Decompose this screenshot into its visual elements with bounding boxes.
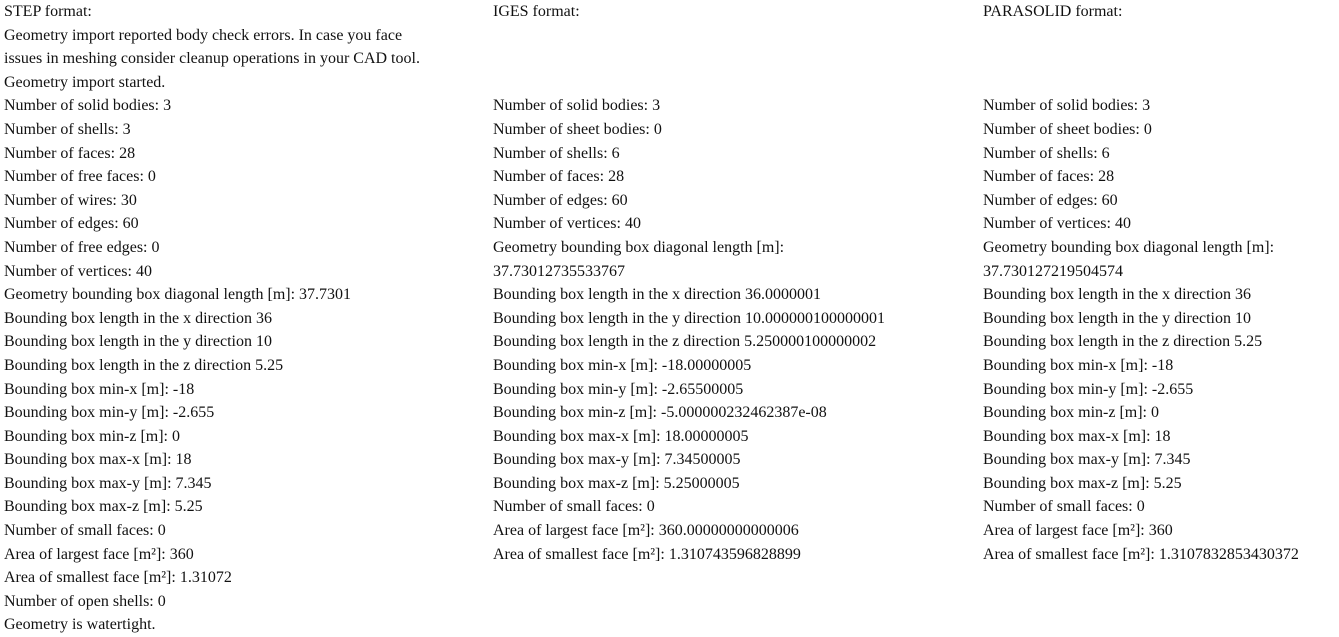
step-report-line: Number of shells: 3 <box>4 120 131 138</box>
iges-report-line: Bounding box max-y [m]: 7.34500005 <box>493 451 741 469</box>
iges-report-line: Number of vertices: 40 <box>493 215 641 233</box>
step-report-line: Geometry is watertight. <box>4 616 156 634</box>
iges-report-line: Geometry bounding box diagonal length [m]: <box>493 238 785 256</box>
step-report-line: Bounding box length in the z direction 5.25 <box>4 356 284 374</box>
step-report-line: Geometry bounding box diagonal length [m]: 37.7301 <box>4 286 352 304</box>
parasolid-report-line: Bounding box max-x [m]: 18 <box>983 427 1171 445</box>
parasolid-report-line: Bounding box min-z [m]: 0 <box>983 404 1159 422</box>
parasolid-report-line: Geometry bounding box diagonal length [m]: <box>983 238 1275 256</box>
iges-report-line: Bounding box length in the y direction 10.000000100000001 <box>493 309 885 327</box>
step-report-line: Area of smallest face [m²]: 1.31072 <box>4 569 232 587</box>
step-format-heading: STEP format: <box>4 3 92 20</box>
parasolid-report-line: Area of smallest face [m²]: 1.3107832853430372 <box>983 545 1299 563</box>
parasolid-report-line: Bounding box length in the x direction 36 <box>983 286 1251 304</box>
iges-format-heading: IGES format: <box>493 3 580 20</box>
step-report-line: Number of vertices: 40 <box>4 262 152 280</box>
iges-report-line: Number of small faces: 0 <box>493 498 655 516</box>
parasolid-report-line: Number of shells: 6 <box>983 144 1110 162</box>
parasolid-report-line: Bounding box max-y [m]: 7.345 <box>983 451 1191 469</box>
parasolid-report-line: Number of vertices: 40 <box>983 215 1131 233</box>
step-report-line: Number of edges: 60 <box>4 215 139 233</box>
parasolid-report-line: Bounding box length in the y direction 10 <box>983 309 1251 327</box>
parasolid-report-line: Bounding box length in the z direction 5.25 <box>983 333 1263 351</box>
step-report-line: Bounding box max-x [m]: 18 <box>4 451 192 469</box>
blank-line <box>983 71 1339 95</box>
parasolid-report-line: Number of small faces: 0 <box>983 498 1145 516</box>
parasolid-report-line: Number of sheet bodies: 0 <box>983 120 1152 138</box>
iges-report-line: Area of largest face [m²]: 360.00000000000006 <box>493 522 799 540</box>
iges-report-line: Bounding box min-x [m]: -18.00000005 <box>493 356 752 374</box>
blank-line <box>983 24 1339 48</box>
step-report-line: Bounding box length in the y direction 10 <box>4 333 272 351</box>
step-report-line: Number of free faces: 0 <box>4 168 156 186</box>
iges-report-line: Bounding box max-z [m]: 5.25000005 <box>493 474 740 492</box>
iges-report-line: Number of faces: 28 <box>493 168 625 186</box>
iges-report-line: Number of edges: 60 <box>493 191 628 209</box>
step-report-line: Area of largest face [m²]: 360 <box>4 545 194 563</box>
blank-line <box>493 71 973 95</box>
step-report-line: Bounding box length in the x direction 36 <box>4 309 272 327</box>
blank-line <box>493 24 973 48</box>
step-report-line: Bounding box min-x [m]: -18 <box>4 380 195 398</box>
parasolid-report-line: Area of largest face [m²]: 360 <box>983 522 1173 540</box>
iges-report-line: Number of sheet bodies: 0 <box>493 120 662 138</box>
iges-report-line: Bounding box min-z [m]: -5.000000232462387e-08 <box>493 404 827 422</box>
step-report-line: Geometry import started. <box>4 73 166 91</box>
step-report-line: Number of solid bodies: 3 <box>4 97 172 115</box>
parasolid-report-line: Number of solid bodies: 3 <box>983 97 1151 115</box>
step-report-line: Bounding box min-z [m]: 0 <box>4 427 180 445</box>
parasolid-report-line: Number of faces: 28 <box>983 168 1115 186</box>
iges-report-line: Number of solid bodies: 3 <box>493 97 661 115</box>
iges-report-line: Bounding box length in the x direction 36.0000001 <box>493 286 821 304</box>
parasolid-report-line: Number of edges: 60 <box>983 191 1118 209</box>
iges-report-line: 37.73012735533767 <box>493 262 625 280</box>
parasolid-column <box>983 0 1339 566</box>
step-report-line: issues in meshing consider cleanup operations in your CAD tool. <box>4 50 420 68</box>
iges-report-line: Bounding box max-x [m]: 18.00000005 <box>493 427 749 445</box>
step-report-line: Number of wires: 30 <box>4 191 137 209</box>
parasolid-report-line: 37.730127219504574 <box>983 262 1123 280</box>
iges-report-line: Bounding box length in the z direction 5.250000100000002 <box>493 333 877 351</box>
step-report-line: Number of faces: 28 <box>4 144 136 162</box>
step-report-line: Geometry import reported body check errors. In case you face <box>4 26 403 44</box>
iges-report-line: Number of shells: 6 <box>493 144 620 162</box>
iges-report-line: Bounding box min-y [m]: -2.65500005 <box>493 380 744 398</box>
step-report-line: Number of free edges: 0 <box>4 238 160 256</box>
step-column <box>4 0 484 637</box>
step-report-line: Number of small faces: 0 <box>4 522 166 540</box>
blank-line <box>983 47 1339 71</box>
step-report-line: Bounding box max-z [m]: 5.25 <box>4 498 203 516</box>
parasolid-report-line: Bounding box min-y [m]: -2.655 <box>983 380 1194 398</box>
parasolid-format-heading: PARASOLID format: <box>983 3 1123 20</box>
iges-column <box>493 0 973 566</box>
parasolid-report-line: Bounding box min-x [m]: -18 <box>983 356 1174 374</box>
iges-report-line: Area of smallest face [m²]: 1.310743596828899 <box>493 545 801 563</box>
step-report-line: Bounding box max-y [m]: 7.345 <box>4 474 212 492</box>
step-report-line: Number of open shells: 0 <box>4 592 166 610</box>
step-report-line: Bounding box min-y [m]: -2.655 <box>4 404 215 422</box>
blank-line <box>493 47 973 71</box>
parasolid-report-line: Bounding box max-z [m]: 5.25 <box>983 474 1182 492</box>
